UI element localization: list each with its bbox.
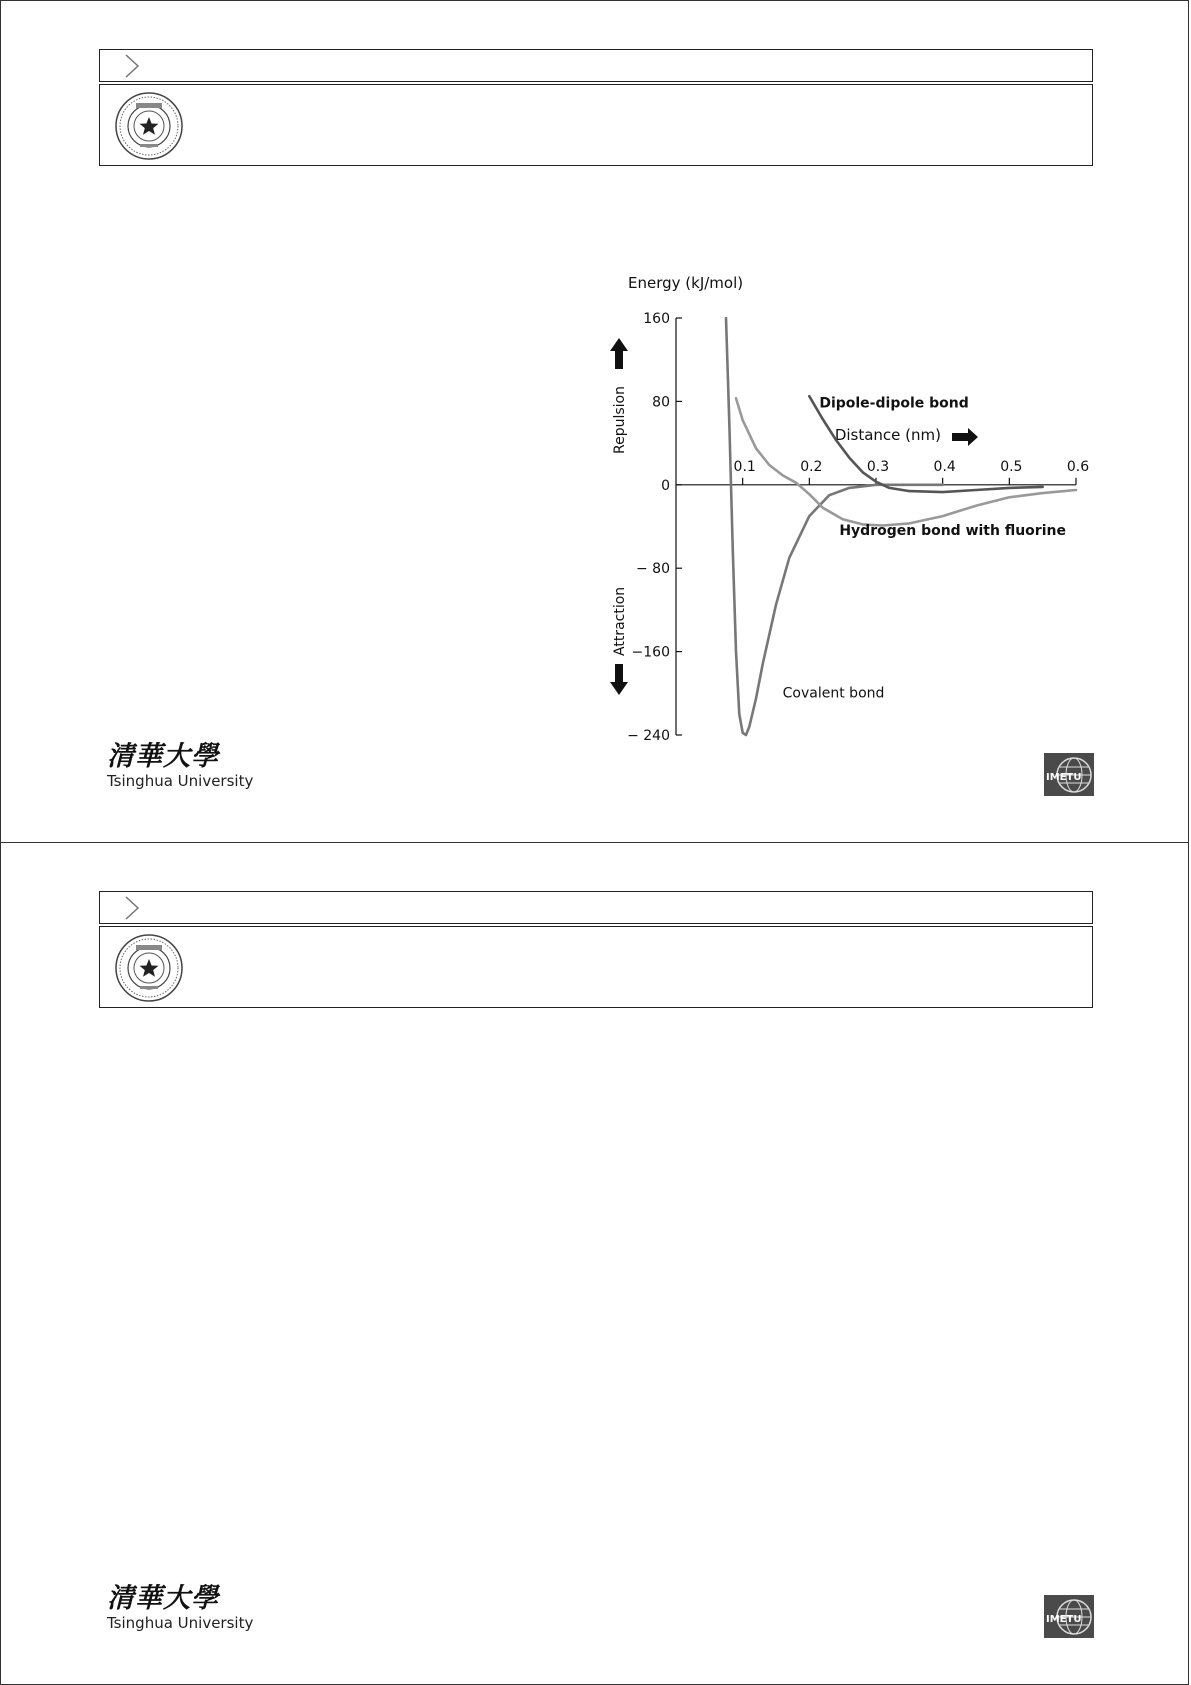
y-tick-label: 80 [652, 394, 670, 411]
x-tick-label: 0.4 [933, 458, 956, 475]
slide-1 [0, 0, 1189, 843]
x-tick-label: 0.2 [800, 458, 823, 475]
hydrogen-bond-curve [733, 395, 1076, 525]
y-axis-label: Energy (kJ/mol) [628, 274, 744, 292]
y-tick-label: − 240 [627, 728, 670, 744]
tsinghua-logo [107, 743, 257, 795]
university-seal-icon [114, 91, 184, 161]
x-tick-label: 0.3 [866, 458, 890, 475]
header-bar [99, 49, 1093, 82]
x-axis-label: Distance (nm) [834, 426, 941, 444]
chevron-right-icon [122, 53, 146, 79]
university-name-english: Tsinghua University [107, 772, 254, 790]
dipole-dipole-label: Dipole-dipole bond [819, 395, 969, 412]
university-name-chinese: 清華大學 [107, 1583, 219, 1614]
imetu-logo-text: IMETU [1046, 1614, 1082, 1625]
title-bar [99, 84, 1093, 166]
y-tick-label: −160 [631, 644, 670, 661]
y-tick-label: − 80 [636, 561, 670, 578]
imetu-logo [1044, 753, 1094, 796]
energy-distance-chart [606, 271, 1090, 751]
tsinghua-logo [107, 1585, 257, 1637]
imetu-logo [1044, 1595, 1094, 1638]
repulsion-arrow-icon [610, 338, 628, 369]
repulsion-label: Repulsion [612, 386, 628, 454]
x-tick-label: 0.5 [1000, 458, 1023, 475]
university-seal-icon [114, 933, 184, 1003]
chevron-right-icon [122, 895, 146, 921]
title-bar [99, 926, 1093, 1008]
attraction-arrow-icon [610, 664, 628, 695]
university-name-english: Tsinghua University [107, 1614, 254, 1632]
distance-arrow-icon [952, 428, 978, 446]
header-bar [99, 891, 1093, 924]
university-name-chinese: 清華大學 [107, 741, 219, 772]
hydrogen-bond-label: Hydrogen bond with fluorine [839, 522, 1066, 539]
y-tick-label: 160 [643, 311, 670, 327]
x-tick-label: 0.1 [733, 458, 756, 475]
y-tick-label: 0 [661, 477, 670, 494]
covalent-bond-label: Covalent bond [782, 685, 885, 702]
x-tick-label: 0.6 [1066, 458, 1090, 475]
attraction-label: Attraction [612, 586, 628, 656]
slide-2 [0, 842, 1189, 1685]
imetu-logo-text: IMETU [1046, 772, 1082, 783]
